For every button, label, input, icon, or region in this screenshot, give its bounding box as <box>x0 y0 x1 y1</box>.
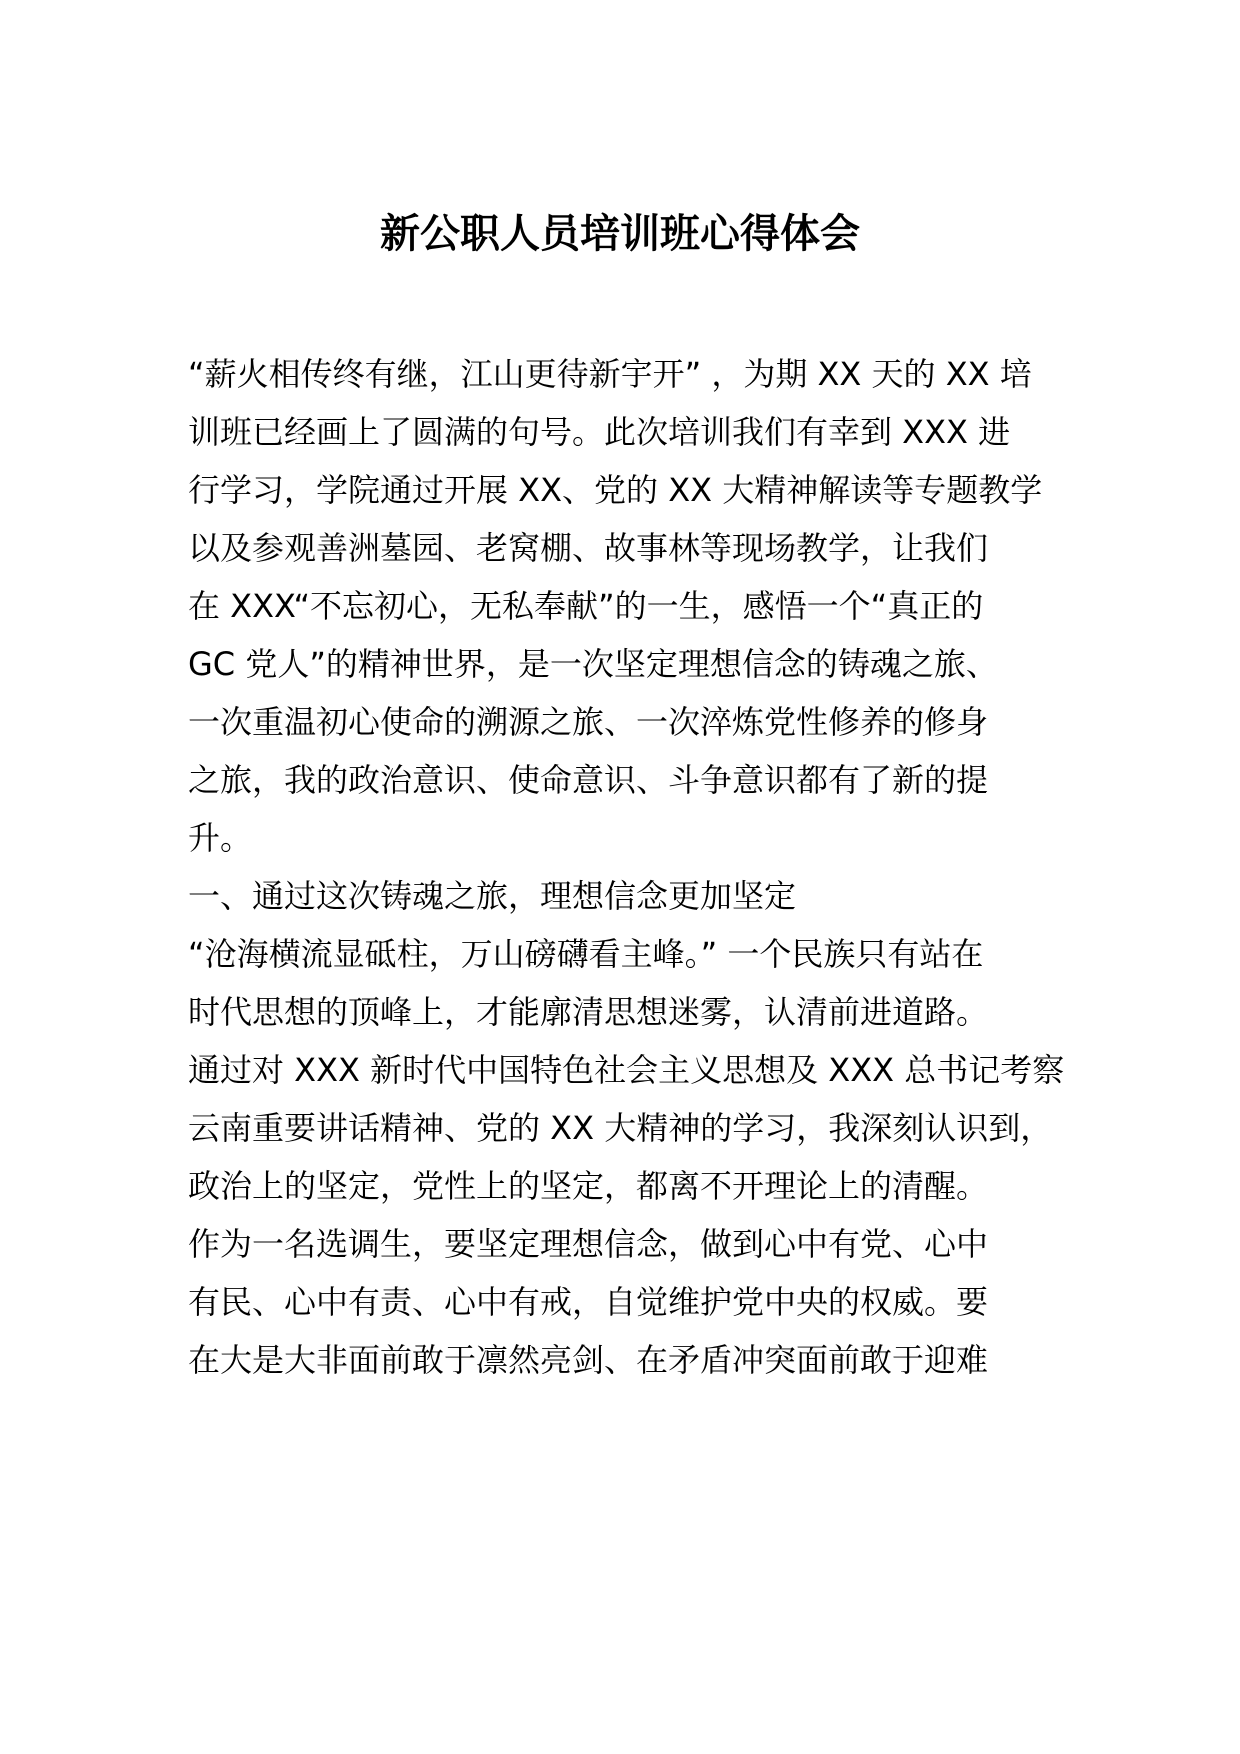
body-line: 通过对 XXX 新时代中国特色社会主义思想及 XXX 总书记考察 <box>188 1051 1065 1089</box>
body-line: “沧海横流显砥柱，万山磅礴看主峰。” 一个民族只有站在 <box>188 935 984 973</box>
body-line: 训班已经画上了圆满的句号。此次培训我们有幸到 XXX 进 <box>188 413 1011 451</box>
body-line: 作为一名选调生，要坚定理想信念，做到心中有党、心中 <box>188 1225 989 1263</box>
body-line: 有民、心中有责、心中有戒，自觉维护党中央的权威。要 <box>188 1283 989 1321</box>
body-line: 升。 <box>188 819 253 857</box>
body-line: 政治上的坚定，党性上的坚定，都离不开理论上的清醒。 <box>188 1167 989 1205</box>
document-title: 新公职人员培训班心得体会 <box>380 211 860 257</box>
body-line: 云南重要讲话精神、党的 XX 大精神的学习，我深刻认识到， <box>188 1109 1053 1147</box>
body-line: 在大是大非面前敢于凛然亮剑、在矛盾冲突面前敢于迎难 <box>188 1341 989 1379</box>
body-line: GC 党人”的精神世界，是一次坚定理想信念的铸魂之旅、 <box>188 645 998 683</box>
body-line: 在 XXX“不忘初心，无私奉献”的一生，感悟一个“真正的 <box>188 587 984 625</box>
body-line: “薪火相传终有继，江山更待新宇开” ，为期 XX 天的 XX 培 <box>188 355 1032 393</box>
body-line: 行学习，学院通过开展 XX、党的 XX 大精神解读等专题教学 <box>188 471 1043 509</box>
section-heading: 一、通过这次铸魂之旅，理想信念更加坚定 <box>188 877 797 915</box>
body-line: 一次重温初心使命的溯源之旅、一次淬炼党性修养的修身 <box>188 703 989 741</box>
body-line: 以及参观善洲墓园、老窝棚、故事林等现场教学，让我们 <box>188 529 989 567</box>
body-line: 时代思想的顶峰上，才能廓清思想迷雾，认清前进道路。 <box>188 993 989 1031</box>
body-line: 之旅，我的政治意识、使命意识、斗争意识都有了新的提 <box>188 761 989 799</box>
